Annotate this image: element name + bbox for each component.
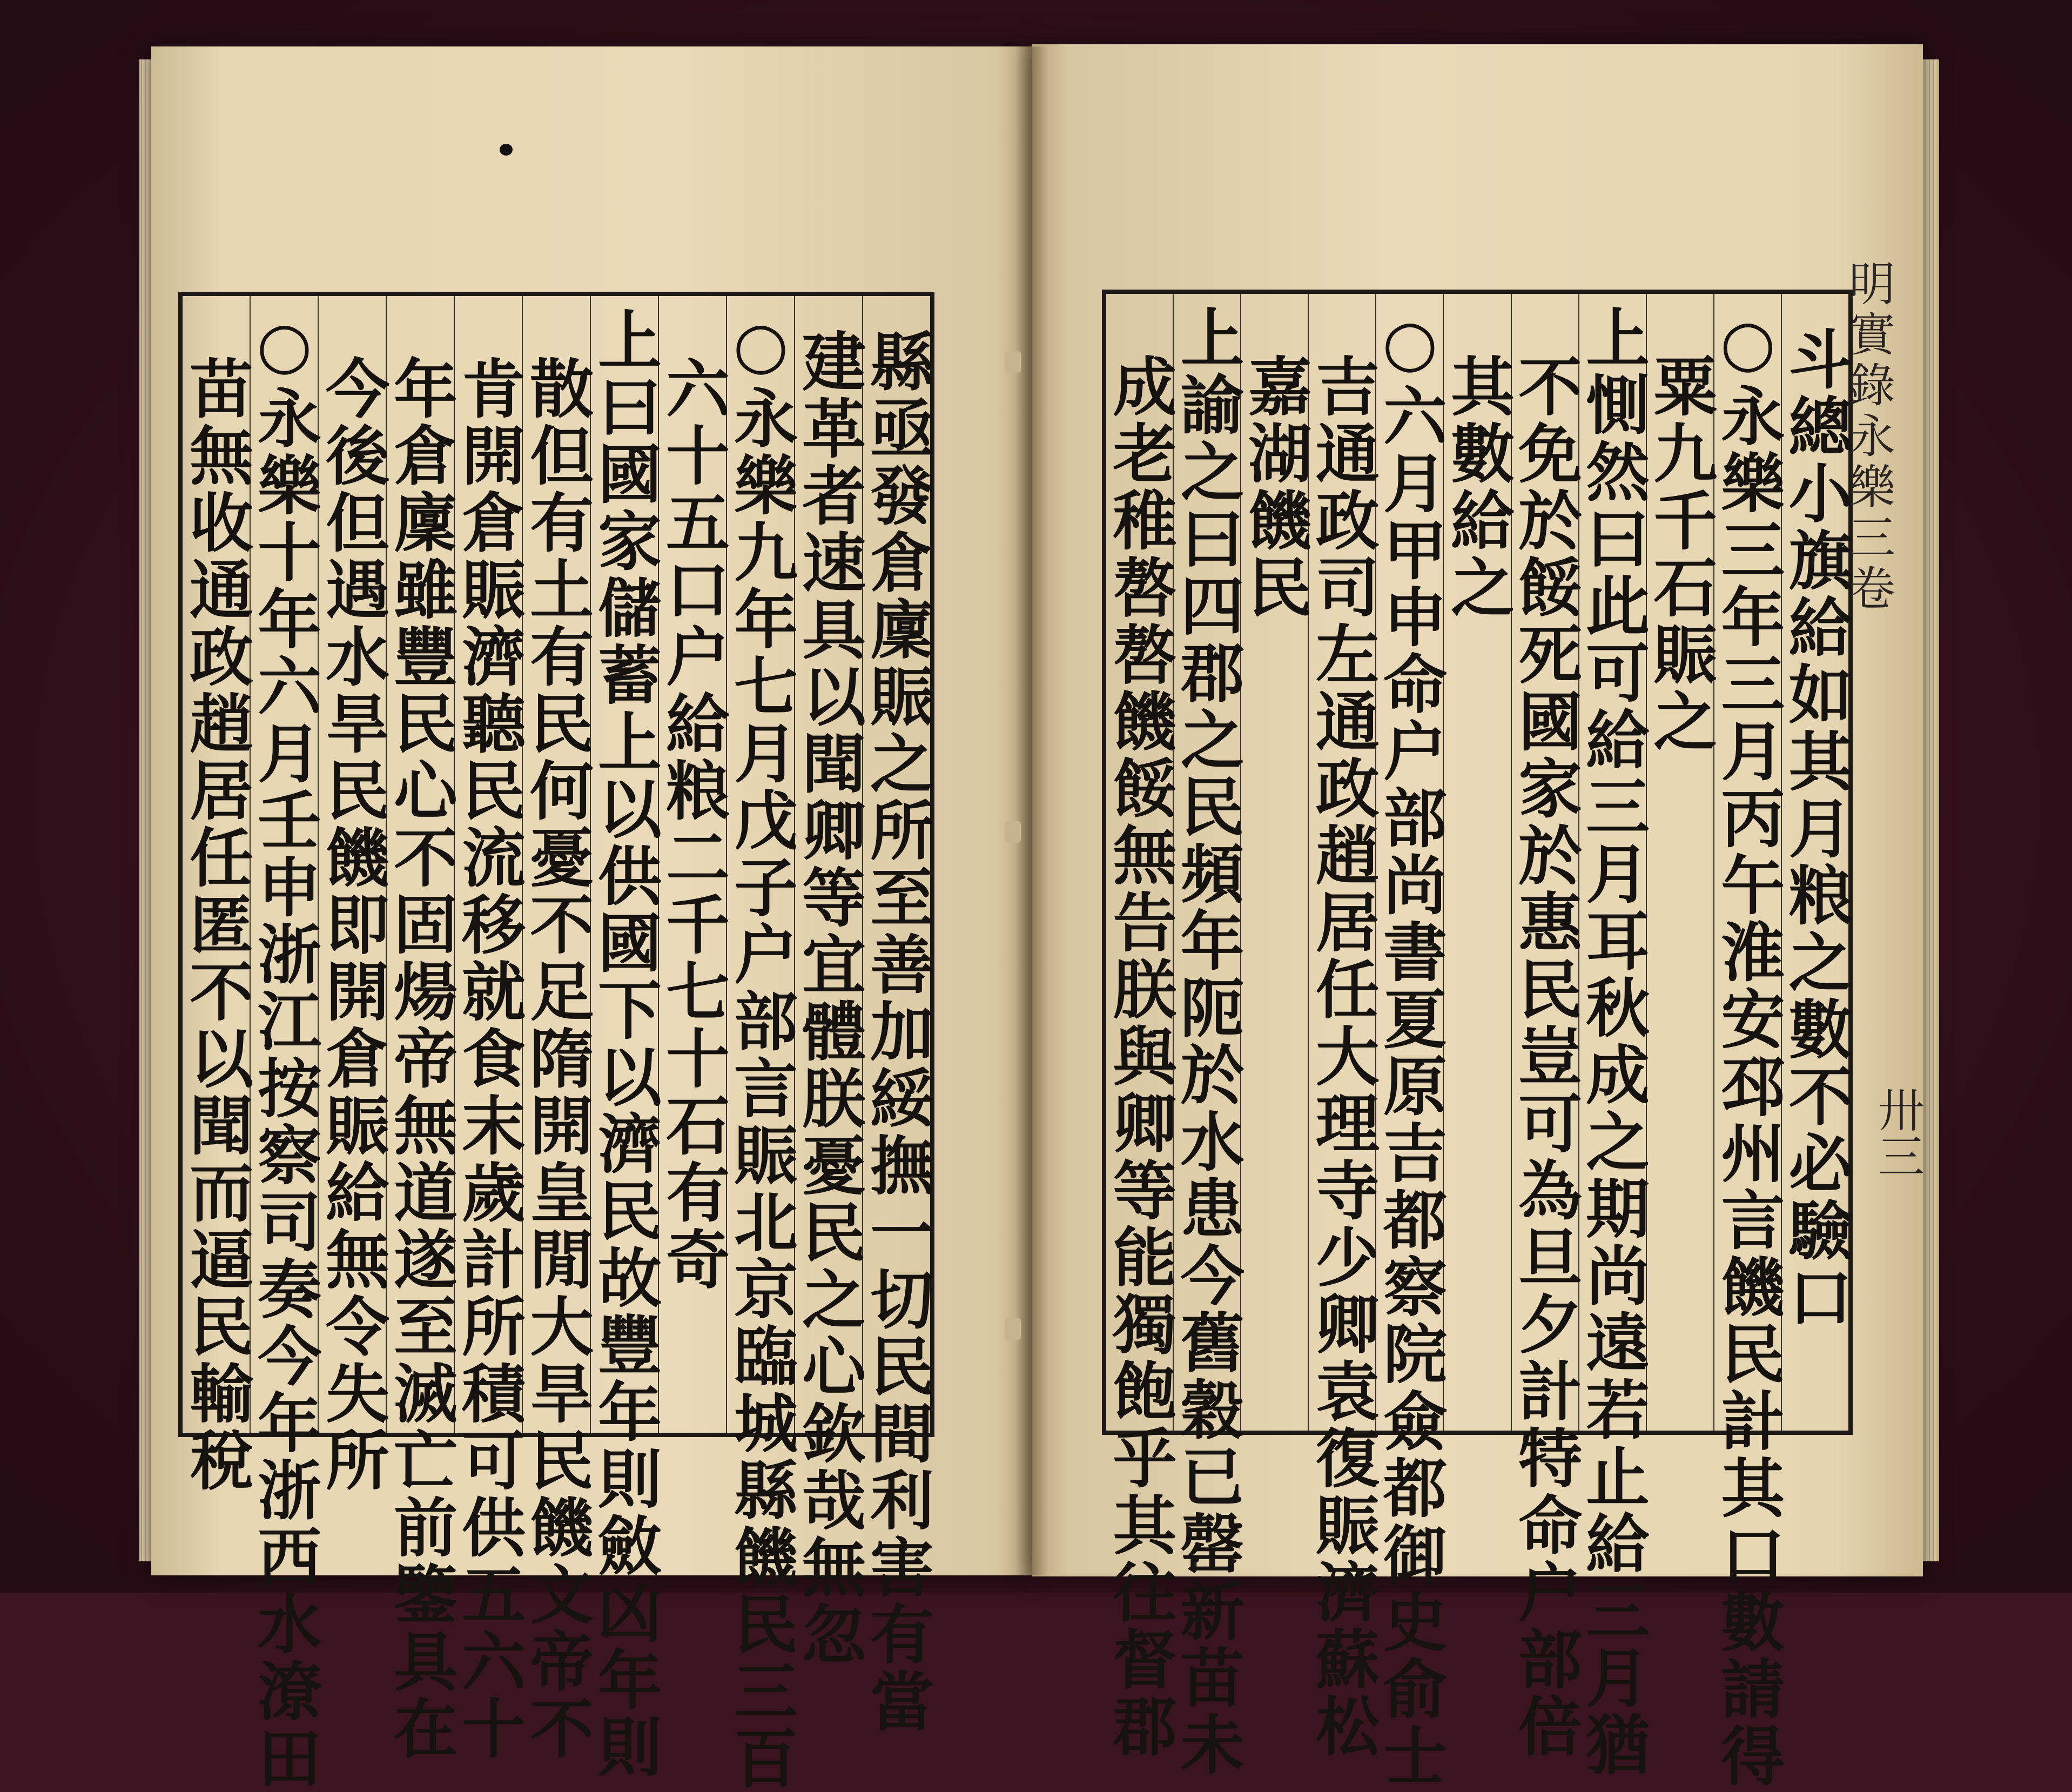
text-column: 年倉廩雖豐民心不固煬帝無道遂至滅亡前鑒具在 bbox=[386, 296, 454, 1433]
text-column: 今後但遇水旱民饑即開倉賑給無令失所 bbox=[318, 296, 386, 1433]
text-column: ○永樂十年六月壬申浙江按察司奏今年浙西水潦田 bbox=[250, 296, 318, 1433]
text-column: 上惻然曰此可給三月耳秋成之期尚遠若止給三月猶 bbox=[1578, 294, 1646, 1431]
page-number: 卅三 bbox=[1870, 1086, 1924, 1179]
text-column: 六十五口户給粮二千七十石有奇 bbox=[658, 296, 726, 1433]
text-column: 上曰國家儲蓄上以供國下以濟民故豐年則斂凶年則 bbox=[590, 296, 658, 1433]
margin-title: 明實錄永樂三卷 bbox=[1841, 259, 1895, 615]
book-gutter bbox=[1015, 46, 1048, 1575]
text-column: ○永樂三年三月丙午淮安邳州言饑民計其口數請得 bbox=[1713, 294, 1781, 1431]
right-text-frame bbox=[1102, 290, 1853, 1790]
binding-thread bbox=[1005, 821, 1021, 843]
text-column: 散但有土有民何憂不足隋開皇閒大旱民饑文帝不 bbox=[522, 296, 590, 1433]
text-column: 嘉湖饑民 bbox=[1240, 294, 1308, 1431]
left-text-frame bbox=[178, 292, 934, 1792]
text-column: 建革者速具以聞卿等宜體朕憂民之心欽哉無忽 bbox=[794, 296, 862, 1433]
text-column: ○六月甲申命户部尚書夏原吉都察院僉都御史俞士 bbox=[1375, 294, 1443, 1431]
text-column: 肯開倉賑濟聽民流移就食末歲計所積可供五六十 bbox=[454, 296, 522, 1433]
text-column: 苗無收通政趙居任匿不以聞而逼民輸稅 bbox=[179, 355, 254, 1494]
ink-blot bbox=[500, 144, 513, 156]
text-column: 縣亟發倉廩賑之所至善加綏撫一切民間利害有當 bbox=[862, 296, 930, 1433]
binding-thread bbox=[1005, 351, 1021, 373]
binding-thread bbox=[1005, 1318, 1021, 1340]
text-column: 粟九千石賑之 bbox=[1646, 294, 1713, 1431]
text-column: 吉通政司左通政趙居任大理寺少卿袁復賑濟蘇松 bbox=[1308, 294, 1375, 1431]
text-column: 其數給之 bbox=[1443, 294, 1510, 1431]
text-column: 上諭之曰四郡之民頻年阨於水患今舊穀已罄新苗未 bbox=[1173, 294, 1240, 1431]
text-column: 成老稚嗸嗸饑餒無告朕與卿等能獨飽乎其往督郡 bbox=[1102, 353, 1178, 1760]
text-column: 不免於餒死國家於惠民豈可為旦夕計特命户部倍 bbox=[1511, 294, 1578, 1431]
text-column: 斗總小旗給如其月粮之數不必驗口 bbox=[1781, 294, 1848, 1431]
text-column: ○永樂九年七月戊子户部言賑北京臨城縣饑民三百 bbox=[726, 296, 794, 1433]
